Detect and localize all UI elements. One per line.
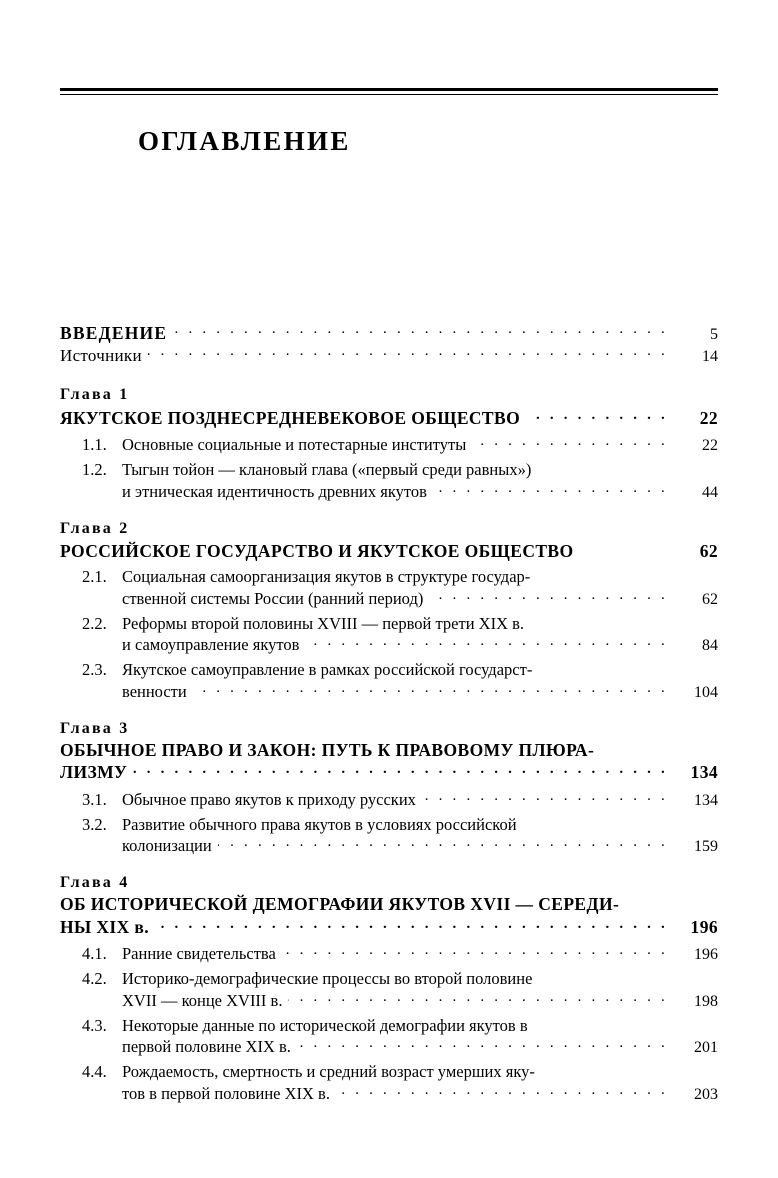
dot-leader: [422, 788, 668, 805]
toc-entry[interactable]: [60, 943, 718, 965]
page-number: 201: [694, 1039, 718, 1057]
page-number: 198: [694, 992, 718, 1010]
section-title-line: венности: [122, 681, 187, 701]
page-number: 196: [694, 946, 718, 964]
toc-entry[interactable]: [60, 540, 718, 563]
toc-entry[interactable]: [60, 969, 718, 1011]
dot-leader: [472, 434, 668, 451]
section-title-line: Тыгын тойон — клановый глава («первый среди равных»): [122, 460, 532, 480]
toc-entry[interactable]: [60, 406, 718, 429]
page-number: 134: [690, 762, 718, 783]
dot-leader: [155, 915, 668, 933]
toc-entry[interactable]: [60, 894, 718, 938]
chapter-heading: Глава 1: [60, 386, 130, 404]
section-number: 2.1.: [82, 567, 107, 587]
chapter-title-line: ЛИЗМУ: [60, 762, 128, 783]
chapter-title-line: ЯКУТСКОЕ ПОЗДНЕСРЕДНЕВЕКОВОЕ ОБЩЕСТВО: [60, 407, 521, 428]
dot-leader: [288, 989, 668, 1006]
dot-leader: [133, 761, 668, 779]
section-number: 2.2.: [82, 613, 107, 633]
page-number: 203: [694, 1085, 718, 1103]
section-title-line: Обычное право якутов к приходу русских: [122, 789, 416, 809]
section-title-line: и этническая идентичность древних якутов: [122, 481, 427, 501]
chapter-title-line: ОБЫЧНОЕ ПРАВО И ЗАКОН: ПУТЬ К ПРАВОВОМУ ПЛЮРА-: [60, 739, 595, 760]
chapter-title-line: НЫ XIX в.: [60, 916, 150, 937]
chapter-heading: Глава 3: [60, 719, 130, 737]
dot-leader: [173, 323, 668, 339]
toc-entry[interactable]: [60, 345, 718, 368]
section-number: 2.3.: [82, 660, 107, 680]
dot-leader: [148, 345, 668, 361]
section-title-line: Некоторые данные по исторической демографии якутов в: [122, 1015, 528, 1035]
page-number: 104: [694, 683, 718, 701]
dot-leader: [297, 1036, 668, 1053]
rule-thin: [60, 94, 718, 95]
section-title-line: колонизации: [122, 836, 212, 856]
toc-entry-label: Источники: [60, 346, 142, 366]
page-number: 62: [699, 541, 718, 562]
chapter-heading: Глава 2: [60, 519, 130, 537]
page-number: 22: [702, 437, 718, 455]
section-number: 4.2.: [82, 969, 107, 989]
chapter-heading: Глава 4: [60, 874, 130, 892]
section-title-line: Реформы второй половины XVIII — первой трети XIX в.: [122, 613, 525, 633]
section-title-line: Историко-демографические процессы во второй половине: [122, 969, 533, 989]
toc-entry-label: ВВЕДЕНИЕ: [60, 323, 168, 343]
toc-entry[interactable]: [60, 740, 718, 784]
page-number: 5: [710, 326, 718, 343]
toc-entry[interactable]: [60, 434, 718, 456]
section-number: 3.2.: [82, 814, 107, 834]
dot-leader: [193, 680, 668, 697]
page-number: 62: [702, 590, 718, 608]
section-title-line: Ранние свидетельства: [122, 944, 276, 964]
section-title-line: первой половине XIX в.: [122, 1037, 291, 1057]
toc-entry[interactable]: [60, 1016, 718, 1058]
section-title-line: Развитие обычного права якутов в условиях российской: [122, 814, 517, 834]
page-number: 14: [702, 348, 718, 366]
dot-leader: [526, 406, 668, 424]
page-number: 134: [694, 791, 718, 809]
section-number: 1.2.: [82, 460, 107, 480]
chapter-title-line: ОБ ИСТОРИЧЕСКОЙ ДЕМОГРАФИИ ЯКУТОВ XVII — СЕРЕДИ-: [60, 894, 620, 915]
section-number: 3.1.: [82, 789, 107, 809]
page-number: 196: [690, 916, 718, 937]
section-title-line: Якутское самоуправление в рамках российской государст-: [122, 660, 533, 680]
section-title-line: Основные социальные и потестарные институты: [122, 435, 467, 455]
toc-entry[interactable]: [60, 1062, 718, 1104]
page-number: 22: [699, 407, 718, 428]
section-title-line: Рождаемость, смертность и средний возраст умерших яку-: [122, 1062, 535, 1082]
toc-entry[interactable]: [60, 614, 718, 656]
section-number: 1.1.: [82, 435, 107, 455]
header-rule: [60, 88, 718, 95]
dot-leader: [429, 587, 668, 604]
dot-leader: [282, 943, 668, 960]
dot-leader: [218, 835, 668, 852]
page-number: 44: [702, 483, 718, 501]
dot-leader: [433, 480, 668, 497]
section-number: 4.1.: [82, 944, 107, 964]
section-title-line: тов в первой половине XIX в.: [122, 1083, 330, 1103]
dot-leader: [336, 1082, 668, 1099]
toc-entry[interactable]: [60, 788, 718, 810]
toc-entry[interactable]: [60, 660, 718, 702]
section-number: 4.3.: [82, 1015, 107, 1035]
chapter-title-line: РОССИЙСКОЕ ГОСУДАРСТВО И ЯКУТСКОЕ ОБЩЕСТВО: [60, 541, 574, 562]
table-of-contents: [60, 322, 718, 1104]
page-number: 159: [694, 838, 718, 856]
section-number: 4.4.: [82, 1062, 107, 1082]
page-title: ОГЛАВЛЕНИЕ: [138, 126, 351, 156]
rule-thick: [60, 88, 718, 91]
section-title-line: Социальная самоорганизация якутов в структуре государ-: [122, 567, 531, 587]
section-title-line: и самоуправление якутов: [122, 635, 300, 655]
toc-entry[interactable]: [60, 567, 718, 609]
dot-leader: [305, 634, 668, 651]
toc-entry[interactable]: [60, 460, 718, 502]
page-number: 84: [702, 637, 718, 655]
section-title-line: XVII — конце XVIII в.: [122, 990, 283, 1010]
toc-entry[interactable]: [60, 322, 718, 345]
section-title-line: ственной системы России (ранний период): [122, 588, 424, 608]
toc-entry[interactable]: [60, 815, 718, 857]
